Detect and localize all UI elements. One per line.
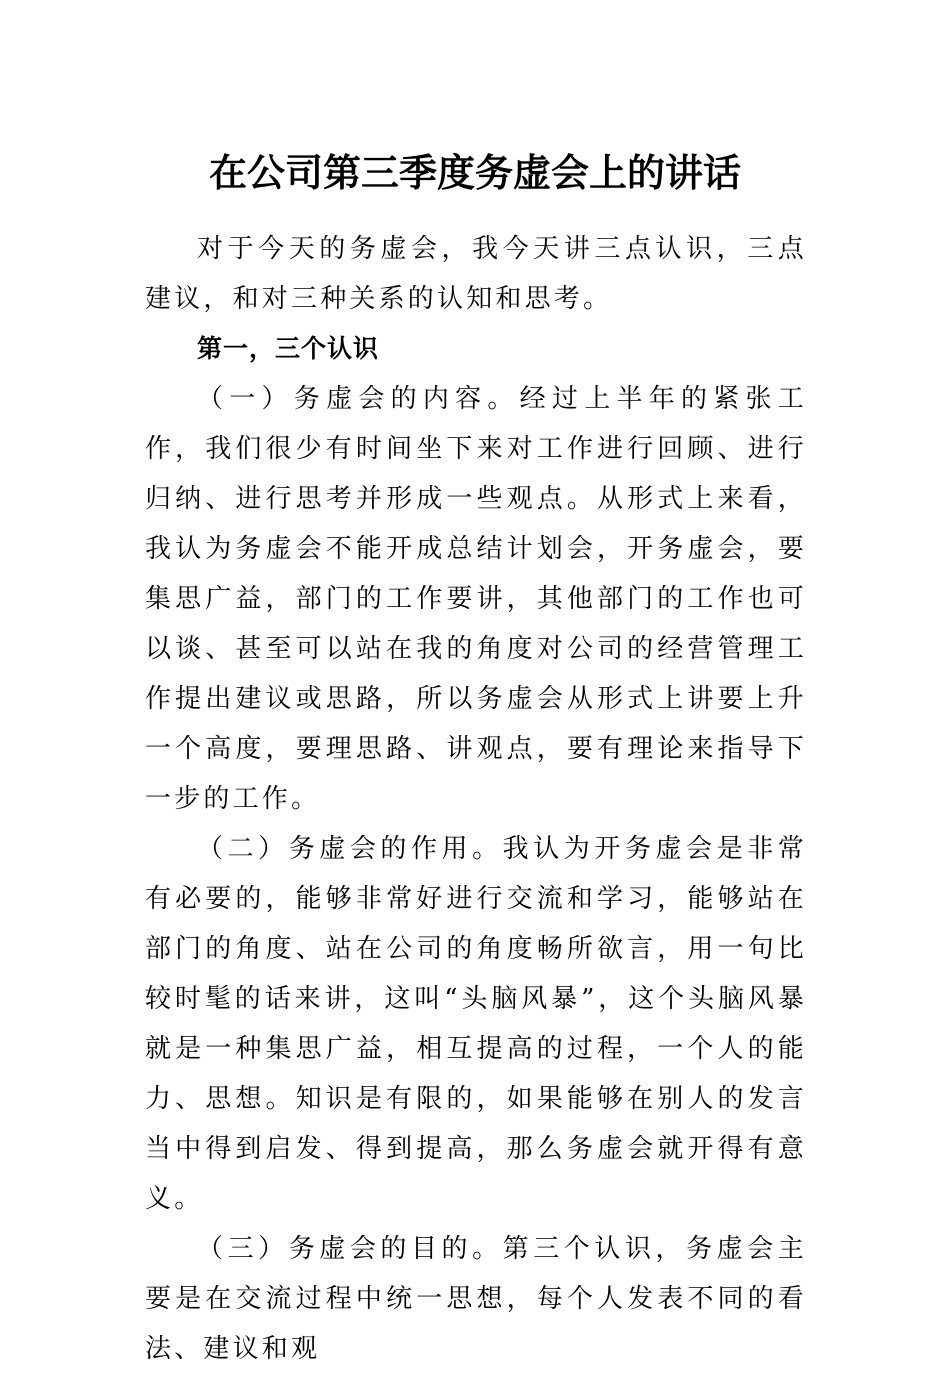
document-title: 在公司第三季度务虚会上的讲话 <box>208 151 741 195</box>
body-paragraph-2: （二）务虚会的作用。我认为开务虚会是非常有必要的，能够非常好进行交流和学习，能够站在部门的角度、站在公司的角度畅所欲言，用一句比较时髦的话来讲，这叫“头脑风暴”，这个头脑风暴就是一种集思广益，相互提高的过程，一个人的能力、思想。知识是有限的，如果能够在别人的发言当中得到启发、得到提高，那么务虚会就开得有意义。 <box>145 834 807 1214</box>
section-heading: 第一，三个认识 <box>197 334 380 363</box>
body-paragraph-1: （一）务虚会的内容。经过上半年的紧张工作，我们很少有时间坐下来对工作进行回顾、进行归纳、进行思考并形成一些观点。从形式上来看，我认为务虚会不能开成总结计划会，开务虚会，要集思广益，部门的工作要讲，其他部门的工作也可以谈、甚至可以站在我的角度对公司的经营管理工作提出建议或思路，所以务虚会从形式上讲要上升一个高度，要理思路、讲观点，要有理论来指导下一步的工作。 <box>145 384 807 814</box>
document-body <box>145 224 807 1374</box>
intro-paragraph: 对于今天的务虚会，我今天讲三点认识，三点建议，和对三种关系的认知和思考。 <box>145 234 807 314</box>
body-paragraph-3: （三）务虚会的目的。第三个认识，务虚会主要是在交流过程中统一思想，每个人发表不同的看法、建议和观 <box>145 1234 807 1364</box>
